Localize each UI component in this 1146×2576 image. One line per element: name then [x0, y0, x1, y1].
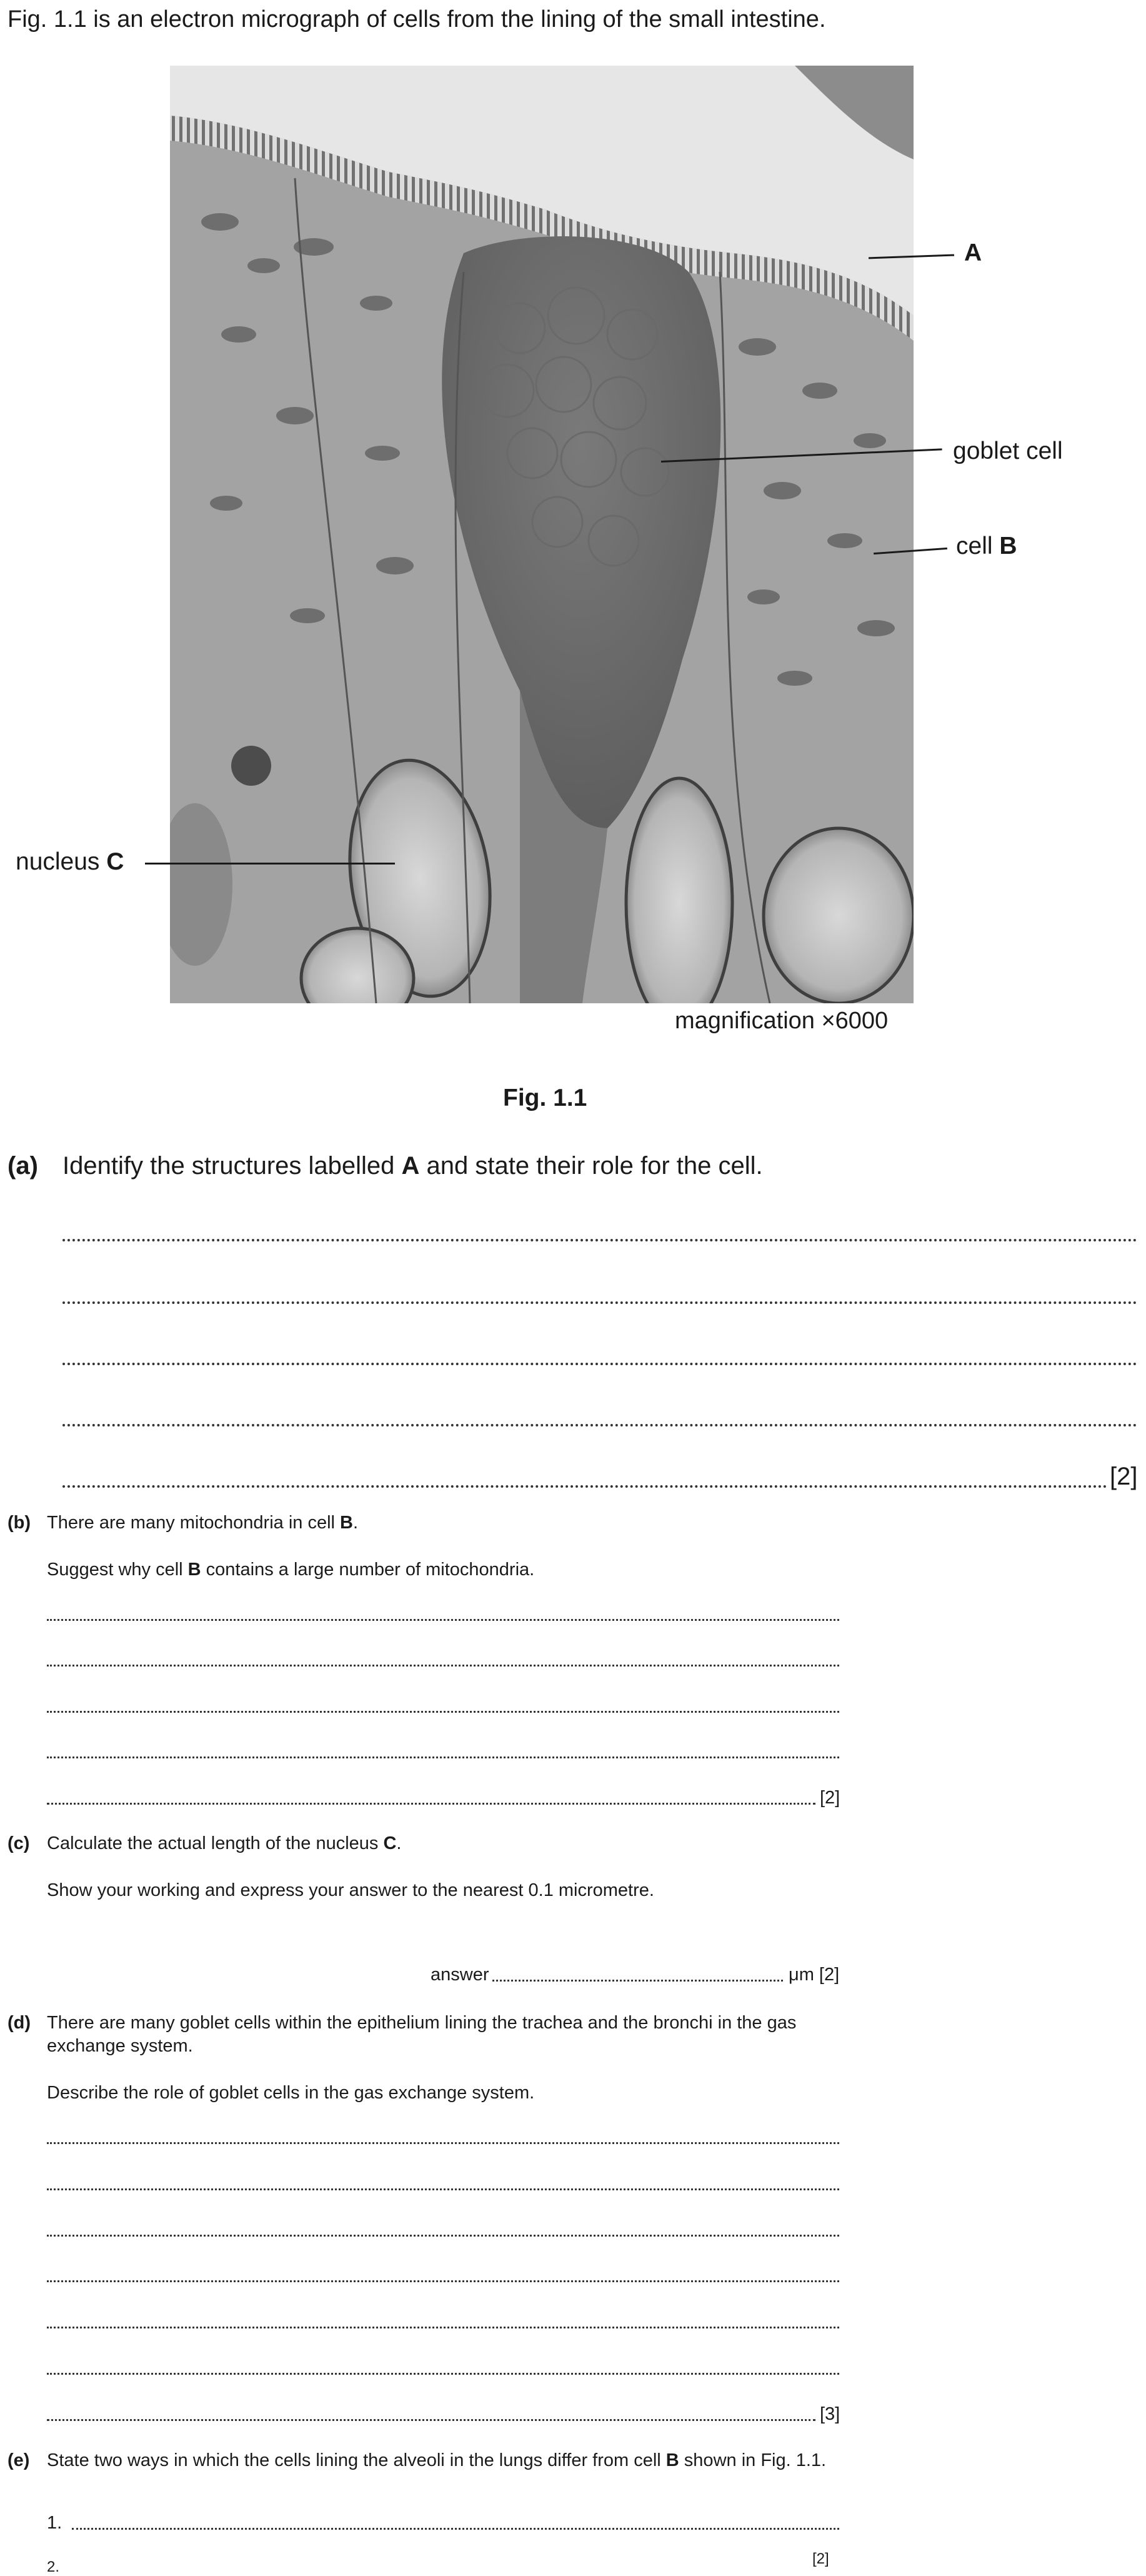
- label-cell-b-letter: B: [999, 533, 1017, 559]
- intro-text: Fig. 1.1 is an electron micrograph of cells from the lining of the small intestine.: [7, 6, 826, 33]
- answer-label-c: answer: [431, 1965, 489, 1985]
- question-e-letter: (e): [7, 2450, 30, 2470]
- question-c-line1-pre: Calculate the actual length of the nucleus: [47, 1833, 384, 1853]
- answer-line-b-2[interactable]: [47, 1665, 839, 1666]
- answer-line-d-7[interactable]: [47, 2419, 815, 2421]
- answer-line-e-1[interactable]: [72, 2528, 839, 2530]
- question-d-line2: Describe the role of goblet cells in the gas exchange system.: [47, 2083, 535, 2103]
- answer-line-b-5[interactable]: [47, 1803, 815, 1805]
- answer-item-1-label: 1.: [47, 2513, 62, 2533]
- answer-line-a-5[interactable]: [62, 1485, 1107, 1488]
- answer-line-d-2[interactable]: [47, 2188, 839, 2190]
- question-e-line1-bold: B: [665, 2450, 679, 2470]
- question-c-line1-bold: C: [383, 1833, 397, 1853]
- answer-line-d-4[interactable]: [47, 2280, 839, 2282]
- marks-e: [2]: [812, 2550, 829, 2567]
- answer-line-d-6[interactable]: [47, 2373, 839, 2375]
- answer-item-2-label: 2.: [47, 2558, 60, 2575]
- answer-line-d-3[interactable]: [47, 2235, 839, 2237]
- question-b-line2-post: contains a large number of mitochondria.: [201, 1560, 535, 1580]
- question-a-text-pre: Identify the structures labelled: [62, 1152, 402, 1180]
- question-b-line1-post: .: [353, 1513, 359, 1533]
- marks-a: [2]: [1110, 1463, 1138, 1490]
- question-c-line1-post: .: [396, 1833, 402, 1853]
- question-d-line1: There are many goblet cells within the epithelium lining the trachea and the bronchi in the gas exchange system.: [47, 2013, 797, 2056]
- question-b-line1-bold: B: [340, 1513, 353, 1533]
- label-goblet-cell: goblet cell: [953, 438, 1063, 464]
- answer-line-c[interactable]: [492, 1980, 783, 1982]
- answer-line-d-5[interactable]: [47, 2327, 839, 2328]
- question-b-letter: (b): [7, 1513, 31, 1533]
- label-nucleus-prefix: nucleus: [16, 848, 107, 875]
- question-b-line2-pre: Suggest why cell: [47, 1560, 188, 1580]
- question-b-line1: [47, 1511, 847, 1535]
- answer-line-d-1[interactable]: [47, 2142, 839, 2144]
- question-d-letter: (d): [7, 2013, 31, 2033]
- question-a-text-bold: A: [401, 1152, 420, 1180]
- figure-caption: Fig. 1.1: [503, 1085, 587, 1111]
- answer-line-b-4[interactable]: [47, 1757, 839, 1758]
- question-b-line2-bold: B: [187, 1560, 201, 1580]
- answer-line-a-1[interactable]: [62, 1239, 1137, 1241]
- answer-line-b-1[interactable]: [47, 1619, 839, 1621]
- question-c-line1: [47, 1832, 847, 1855]
- label-cell-b: [956, 533, 1017, 560]
- question-e-line1: [47, 2449, 847, 2472]
- marks-d: [3]: [820, 2404, 840, 2424]
- question-a-text: [62, 1152, 763, 1180]
- unit-and-marks-c: μm [2]: [789, 1965, 840, 1985]
- label-nucleus-c: [16, 848, 124, 876]
- question-a-letter: (a): [7, 1152, 38, 1180]
- question-b-line1-pre: There are many mitochondria in cell: [47, 1513, 341, 1533]
- answer-line-a-2[interactable]: [62, 1301, 1137, 1304]
- question-a-text-post: and state their role for the cell.: [419, 1152, 763, 1180]
- question-b-line2: [47, 1558, 847, 1581]
- label-a: A: [964, 239, 982, 266]
- marks-b: [2]: [820, 1788, 840, 1808]
- question-e-line1-post: shown in Fig. 1.1.: [679, 2450, 827, 2470]
- leader-line-nucleus-c: [145, 863, 395, 865]
- label-nucleus-letter: C: [106, 848, 124, 875]
- answer-line-a-4[interactable]: [62, 1424, 1137, 1426]
- question-c-line2: Show your working and express your answer to the nearest 0.1 micrometre.: [47, 1880, 654, 1900]
- question-c-letter: (c): [7, 1833, 30, 1853]
- magnification-text: magnification ×6000: [675, 1008, 889, 1034]
- answer-line-a-3[interactable]: [62, 1363, 1137, 1365]
- answer-line-b-3[interactable]: [47, 1711, 839, 1713]
- label-cell-b-prefix: cell: [956, 533, 1000, 559]
- question-e-line1-pre: State two ways in which the cells lining the alveoli in the lungs differ from cell: [47, 2450, 666, 2470]
